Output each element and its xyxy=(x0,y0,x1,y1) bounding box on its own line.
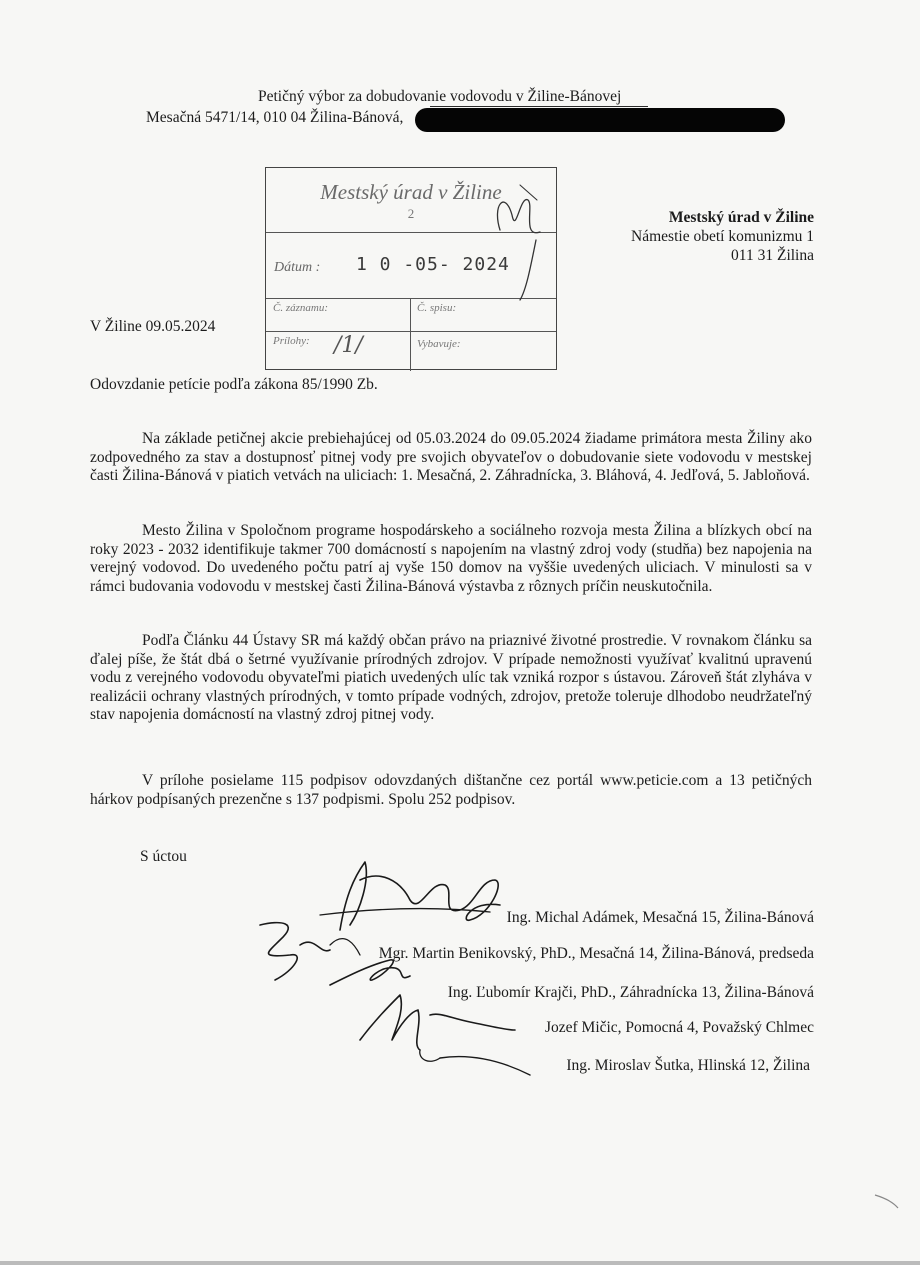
body-paragraph: Mesto Žilina v Spoločnom programe hospodárskeho a sociálneho rozvoja mesta Žilina a blízkych obcí na roky 2023 - 2032 identifikuje takmer 700 domácností s napojením na vlastný zdroj vody (studňa) bez napojenia na verejný vodovod. Do uvedeného počtu patrí aj vyše 150 domov na vyššie uvedených uliciach. V minulosti sa v rámci budovania vodovodu v mestskej časti Žilina-Bánová výstavba z rôznych príčin neuskutočnila. xyxy=(90,522,812,595)
recipient-city: 011 31 Žilina xyxy=(731,247,814,264)
signature-mark xyxy=(340,862,500,930)
signature-mark xyxy=(440,1057,530,1075)
stamp-divider xyxy=(266,298,556,299)
closing-greeting: S úctou xyxy=(140,848,187,865)
recipient-street: Námestie obetí komunizmu 1 xyxy=(631,228,814,245)
signature-mark xyxy=(360,995,515,1050)
scan-mark xyxy=(875,1195,898,1208)
letter-subject: Odovzdanie petície podľa zákona 85/1990 Zb. xyxy=(90,376,378,393)
body-paragraph: V prílohe posielame 115 podpisov odovzdaných dištančne cez portál www.peticie.com a 13 petičných hárkov podpísaných prezenčne s 137 podpismi. Spolu 252 podpisov. xyxy=(90,772,812,808)
stamp-divider xyxy=(266,331,556,332)
signature-mark xyxy=(320,909,490,915)
stamp-divider xyxy=(266,232,556,233)
body-paragraph: Podľa Článku 44 Ústavy SR má každý občan právo na priaznivé životné prostredie. V rovnakom článku sa ďalej píše, že štát dbá o šetrné využívanie prírodných zdrojov. V prípade nemožnosti využívať kvalitnú upravenú vodu z verejného vodovodu obyvateľmi piatich uvedených ulíc tak vzniká rozpor s ústavou. Zároveň štát zlyháva v realizácii ochrany vlastných prírodných, v tomto prípade vodných, zdrojov, pretože toleruje dlhodobo neudržateľný stav napojenia domácností na vlastný zdroj pitnej vody. xyxy=(90,632,812,723)
signatory-line: Ing. Ľubomír Krajči, PhD., Záhradnícka 13, Žilina-Bánová xyxy=(447,984,814,1001)
place-and-date: V Žiline 09.05.2024 xyxy=(90,318,216,335)
signature-mark xyxy=(420,1050,440,1061)
stamp-date-label: Dátum : xyxy=(274,260,321,275)
signature-mark xyxy=(330,939,360,955)
stamp-record-label: Č. záznamu: xyxy=(273,302,329,314)
committee-name: Petičný výbor za dobudovanie vodovodu v Žiline-Bánovej xyxy=(258,88,622,105)
redaction-bar xyxy=(415,108,785,132)
stamp-date-value: 1 0 -05- 2024 xyxy=(356,254,510,275)
stamp-handler-label: Vybavuje: xyxy=(417,338,461,350)
committee-underline xyxy=(430,106,648,107)
signatory-line: Jozef Mičic, Pomocná 4, Považský Chlmec xyxy=(544,1019,814,1036)
committee-address: Mesačná 5471/14, 010 04 Žilina-Bánová, xyxy=(146,109,404,126)
body-paragraph: Na základe petičnej akcie prebiehajúcej od 05.03.2024 do 09.05.2024 žiadame primátora mesta Žiliny ako zodpovedného za stav a dostupnosť pitnej vody pre svojich obyvateľov o dobudovanie siete vodovodu v mestskej časti Žilina-Bánová v piatich vetvách na uliciach: 1. Mesačná, 2. Záhradnícka, 3. Bláhová, 4. Jedľová, 5. Jabloňová. xyxy=(90,430,812,484)
registry-stamp xyxy=(265,167,557,370)
stamp-file-label: Č. spisu: xyxy=(417,302,457,314)
stamp-column-divider xyxy=(410,298,411,371)
signature-mark xyxy=(260,923,330,980)
signatory-line: Ing. Miroslav Šutka, Hlinská 12, Žilina xyxy=(566,1057,810,1074)
scan-bottom-edge xyxy=(0,1261,920,1265)
stamp-attachments-label: Prílohy: xyxy=(273,335,310,347)
stamp-number: 2 xyxy=(407,206,415,221)
recipient-name: Mestský úrad v Žiline xyxy=(668,209,814,226)
stamp-title: Mestský úrad v Žiline xyxy=(320,180,502,204)
signatory-line: Ing. Michal Adámek, Mesačná 15, Žilina-Bánová xyxy=(506,909,814,926)
stamp-attachments-value: /1/ xyxy=(334,333,363,358)
signatory-line: Mgr. Martin Benikovský, PhD., Mesačná 14, Žilina-Bánová, predseda xyxy=(378,945,814,962)
recipient-address xyxy=(631,208,814,265)
